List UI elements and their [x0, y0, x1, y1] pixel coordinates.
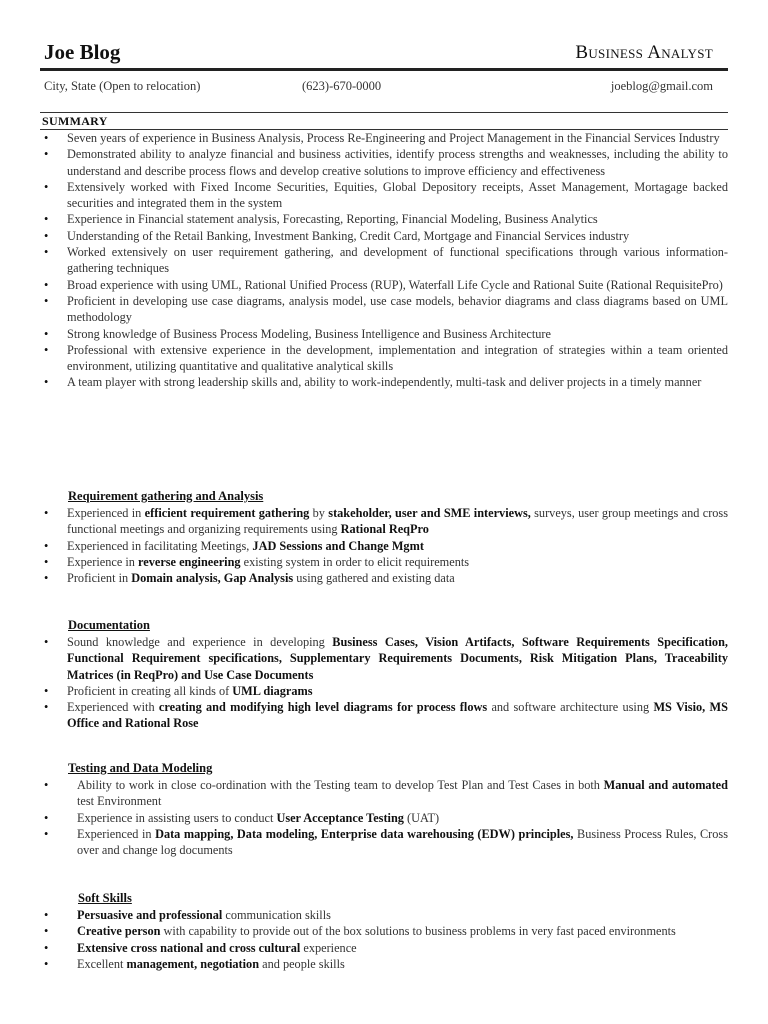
text: test Environment — [77, 794, 162, 809]
text: surveys, user group meetings and cross functional meetings and organizing requirements using — [67, 506, 729, 537]
job-title: Business Analyst — [575, 42, 713, 63]
bullet-item — [40, 244, 728, 277]
header-divider — [40, 68, 728, 71]
bullet-item — [40, 374, 728, 390]
bullet-item — [40, 634, 728, 683]
text: Understanding of the Retail Banking, Investment Banking, Credit Card, Mortgage and Financial Services industry — [67, 228, 630, 243]
text: using gathered and existing data — [293, 571, 455, 586]
bold-text: Creative person — [77, 924, 161, 939]
bold-text: Manual and automated — [603, 778, 728, 792]
bullet-item — [40, 326, 728, 342]
text: Business Process Rules, Cross over and change log documents — [77, 826, 728, 858]
soft-skills-list — [40, 907, 728, 972]
text: existing system in order to elicit requirements — [240, 554, 470, 569]
bold-text: efficient requirement gathering — [144, 506, 310, 520]
text: Proficient in creating all kinds of — [67, 683, 233, 698]
bold-text: Rational ReqPro — [340, 522, 429, 537]
bullet-item — [40, 699, 728, 732]
text: Seven years of experience in Business Analysis, Process Re-Engineering and Project Management in the Financial Services Industry — [67, 131, 720, 145]
summary-heading: SUMMARY — [42, 114, 108, 128]
testing-list — [40, 777, 728, 858]
bullet-item — [40, 146, 728, 179]
bullet-item — [40, 940, 728, 956]
phone: (623)-670-0000 — [302, 79, 382, 93]
bold-text: Business Cases, Vision Artifacts, Software Requirements Specification, Functional Requirement specifications, Supplementary Requirements Documents, Risk Mitigation Plans, Traceability Matrices (in ReqPro) and Use Case Documents — [67, 635, 728, 682]
text: Experienced with — [67, 700, 159, 715]
text: Broad experience with using UML, Rational Unified Process (RUP), Waterfall Life Cycle and Rational Suite (Rational RequisitePro) — [67, 277, 723, 292]
bold-text: UML diagrams — [232, 683, 313, 698]
text: Ability to work in close co-ordination with the Testing team to develop Test Plan and Test Cases in both — [77, 778, 604, 792]
bullet-item — [40, 956, 728, 972]
bullet-item — [40, 810, 728, 826]
text: with capability to provide out of the box solutions to business problems in very fast paced environments — [160, 924, 676, 939]
bold-text: Extensive cross national and cross cultural — [77, 940, 301, 955]
bullet-item — [40, 923, 728, 939]
summary-list — [40, 130, 728, 391]
text: Worked extensively on user requirement gathering, and development of functional specifications through various information-gathering techniques — [67, 245, 728, 276]
bullet-item — [40, 570, 728, 586]
text: Experience in — [67, 554, 139, 569]
text: Professional with extensive experience in the development, implementation and integration of strategies within a team oriented environment, utilizing quantitative and qualitative analytical skills — [67, 342, 728, 374]
text: Experienced in — [77, 826, 156, 841]
bullet-item — [40, 538, 728, 554]
bold-text: Data mapping, Data modeling, Enterprise data warehousing (EDW) principles, — [155, 826, 574, 841]
text: by — [309, 506, 329, 520]
bold-text: User Acceptance Testing — [276, 810, 404, 825]
bold-text: reverse engineering — [138, 554, 241, 569]
text: Proficient in developing use case diagrams, analysis model, use case models, behavior diagrams and class diagrams based on UML methodology — [67, 293, 728, 325]
bullet-item — [40, 683, 728, 699]
bold-text: stakeholder, user and SME interviews, — [328, 506, 531, 520]
bold-text: creating and modifying high level diagrams for process flows — [158, 700, 488, 715]
text: A team player with strong leadership skills and, ability to work-independently, multi-task and deliver projects in a timely manner — [67, 375, 702, 390]
bold-text: Domain analysis, Gap Analysis — [131, 571, 294, 586]
bold-text: JAD Sessions and Change Mgmt — [252, 538, 424, 553]
text: Experienced in — [67, 506, 145, 520]
bullet-item — [40, 777, 728, 810]
text: communication skills — [222, 908, 331, 922]
section-heading-requirements: Requirement gathering and Analysis — [68, 489, 264, 503]
bullet-item — [40, 277, 728, 293]
text: Experience in assisting users to conduct — [77, 810, 277, 825]
bullet-item — [40, 554, 728, 570]
text: and software architecture using — [487, 700, 654, 715]
section-heading-testing: Testing and Data Modeling — [68, 761, 213, 775]
requirements-list — [40, 505, 728, 586]
bold-text: MS Visio, MS Office and Rational Rose — [67, 700, 728, 731]
text: Experience in Financial statement analysis, Forecasting, Reporting, Financial Modeling, Business Analytics — [67, 212, 598, 227]
bullet-item — [40, 293, 728, 326]
bullet-item — [40, 342, 728, 375]
text: experience — [300, 940, 357, 955]
text: Excellent — [77, 956, 127, 971]
section-heading-documentation: Documentation — [68, 618, 150, 632]
text: Strong knowledge of Business Process Modeling, Business Intelligence and Business Architecture — [67, 326, 551, 341]
text: Sound knowledge and experience in developing — [67, 635, 333, 649]
bullet-item — [40, 228, 728, 244]
bullet-item — [40, 179, 728, 212]
text: and people skills — [259, 956, 345, 971]
bullet-item — [40, 505, 728, 538]
bold-text: management, negotiation — [126, 956, 260, 971]
bullet-item — [40, 211, 728, 227]
bullet-item — [40, 130, 728, 146]
candidate-name: Joe Blog — [44, 40, 121, 64]
bullet-item — [40, 907, 728, 923]
text: Experienced in facilitating Meetings, — [67, 538, 253, 553]
bullet-item — [40, 826, 728, 859]
text: Proficient in — [67, 571, 132, 586]
text: Demonstrated ability to analyze financial and business activities, identify process strengths and weaknesses, including the ability to understand and describe process flows and develop creative solutions to improve efficiency and effectiveness — [67, 147, 728, 178]
section-heading-soft-skills: Soft Skills — [78, 891, 132, 905]
text: Extensively worked with Fixed Income Securities, Equities, Global Depository receipts, Asset Management, Mortagage backed securities and integrated them in the system — [67, 179, 728, 211]
email: joeblog@gmail.com — [610, 79, 713, 93]
location: City, State (Open to relocation) — [44, 79, 201, 93]
text: (UAT) — [403, 810, 440, 825]
documentation-list — [40, 634, 728, 732]
bold-text: Persuasive and professional — [77, 908, 223, 922]
summary-top-divider — [40, 112, 728, 113]
